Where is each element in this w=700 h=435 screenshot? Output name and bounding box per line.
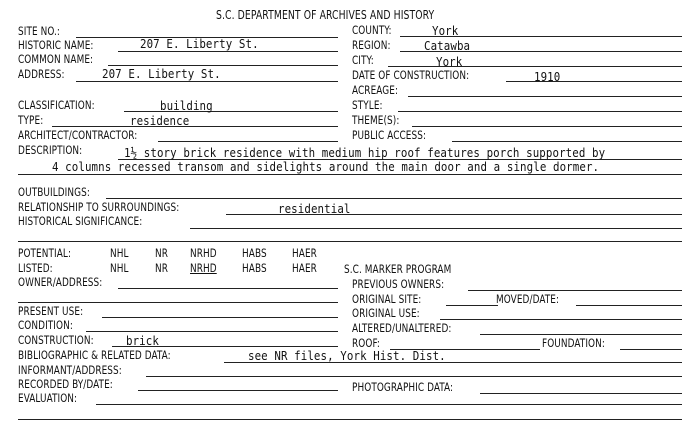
evaluation-label: EVALUATION: <box>18 391 78 405</box>
listed-nrhd: NRHD <box>190 261 217 275</box>
marker-program-label: S.C. MARKER PROGRAM <box>344 262 452 276</box>
listed-haer: HAER <box>292 261 317 275</box>
previous-owners-label: PREVIOUS OWNERS: <box>352 277 445 291</box>
description-text-2: 4 columns recessed transom and sidelights around the main door and a single dormer. <box>52 160 600 174</box>
historical-significance-line-2 <box>18 241 682 242</box>
classification-value: building <box>160 99 213 113</box>
evaluation-line-2 <box>18 419 682 420</box>
public-access-label: PUBLIC ACCESS: <box>352 128 427 142</box>
listed-nhl: NHL <box>110 261 129 275</box>
altered-line <box>480 334 682 335</box>
style-label: STYLE: <box>352 98 383 112</box>
county-value: York <box>432 24 459 38</box>
condition-line <box>86 331 338 332</box>
city-line <box>388 66 682 67</box>
potential-label: POTENTIAL: <box>18 246 72 260</box>
address-label: ADDRESS: <box>18 67 65 81</box>
owner-address-label: OWNER/ADDRESS: <box>18 275 103 289</box>
historic-name-line <box>118 51 338 52</box>
previous-owners-line <box>468 290 682 291</box>
type-line <box>52 126 338 127</box>
acreage-label: ACREAGE: <box>352 83 399 97</box>
architect-line <box>158 141 338 142</box>
common-name-label: COMMON NAME: <box>18 52 94 66</box>
date-value: 1910 <box>534 70 561 84</box>
evaluation-line <box>96 404 682 405</box>
style-line <box>398 111 682 112</box>
description-label: DESCRIPTION: <box>18 143 83 157</box>
classification-label: CLASSIFICATION: <box>18 98 95 112</box>
present-use-label: PRESENT USE: <box>18 304 84 318</box>
type-value: residence <box>130 114 190 128</box>
foundation-line <box>620 349 682 350</box>
type-label: TYPE: <box>18 113 44 127</box>
foundation-label: FOUNDATION: <box>542 336 605 350</box>
original-site-line <box>446 305 498 306</box>
city-value: York <box>436 55 463 69</box>
acreage-line <box>408 96 682 97</box>
historic-name-value: 207 E. Liberty St. <box>140 37 259 51</box>
potential-habs: HABS <box>242 246 267 260</box>
public-access-line <box>452 141 682 142</box>
recorded-by-line <box>138 390 338 391</box>
altered-label: ALTERED/UNALTERED: <box>352 321 452 335</box>
historical-significance-line <box>190 228 682 229</box>
roof-label: ROOF: <box>352 336 380 350</box>
potential-nhl: NHL <box>110 246 129 260</box>
historic-name-label: HISTORIC NAME: <box>18 38 94 52</box>
description-line-2 <box>18 174 682 175</box>
city-label: CITY: <box>352 53 374 67</box>
moved-date-line <box>576 305 682 306</box>
historical-significance-label: HISTORICAL SIGNIFICANCE: <box>18 214 143 228</box>
bibliographic-value: see NR files, York Hist. Dist. <box>248 349 446 363</box>
present-use-line <box>102 317 338 318</box>
site-no-label: SITE NO.: <box>18 24 61 38</box>
listed-label: LISTED: <box>18 261 53 275</box>
description-text-1: 1½ story brick residence with medium hip roof features porch supported by <box>124 146 606 160</box>
address-line <box>76 81 338 82</box>
region-label: REGION: <box>352 38 391 52</box>
photographic-line <box>480 393 682 394</box>
owner-line-1 <box>118 288 338 289</box>
classification-line <box>124 111 338 112</box>
themes-line <box>412 126 682 127</box>
construction-label: CONSTRUCTION: <box>18 333 94 347</box>
date-of-construction-label: DATE OF CONSTRUCTION: <box>352 68 470 82</box>
relationship-value: residential <box>278 202 351 216</box>
bibliographic-label: BIBLIOGRAPHIC & RELATED DATA: <box>18 348 171 362</box>
potential-haer: HAER <box>292 246 317 260</box>
relationship-label: RELATIONSHIP TO SURROUNDINGS: <box>18 200 180 214</box>
informant-label: INFORMANT/ADDRESS: <box>18 363 122 377</box>
potential-nr: NR <box>155 246 169 260</box>
themes-label: THEME(S): <box>352 113 400 127</box>
outbuildings-label: OUTBUILDINGS: <box>18 185 90 199</box>
county-label: COUNTY: <box>352 23 392 37</box>
date-line <box>506 81 682 82</box>
listed-habs: HABS <box>242 261 267 275</box>
construction-value: brick <box>126 334 159 348</box>
informant-line <box>146 376 682 377</box>
recorded-by-label: RECORDED BY/DATE: <box>18 377 113 391</box>
form-header: S.C. DEPARTMENT OF ARCHIVES AND HISTORY <box>216 8 435 22</box>
moved-date-label: MOVED/DATE: <box>496 292 560 306</box>
address-value: 207 E. Liberty St. <box>102 67 221 81</box>
condition-label: CONDITION: <box>18 318 73 332</box>
original-use-line <box>440 319 682 320</box>
region-value: Catawba <box>424 39 471 53</box>
common-name-line <box>108 65 338 66</box>
owner-line-2 <box>18 302 338 303</box>
original-site-label: ORIGINAL SITE: <box>352 292 422 306</box>
listed-nr: NR <box>155 261 169 275</box>
photographic-label: PHOTOGRAPHIC DATA: <box>352 380 454 394</box>
original-use-label: ORIGINAL USE: <box>352 306 420 320</box>
architect-label: ARCHITECT/CONTRACTOR: <box>18 128 138 142</box>
potential-nrhd: NRHD <box>190 246 217 260</box>
outbuildings-line <box>106 198 682 199</box>
